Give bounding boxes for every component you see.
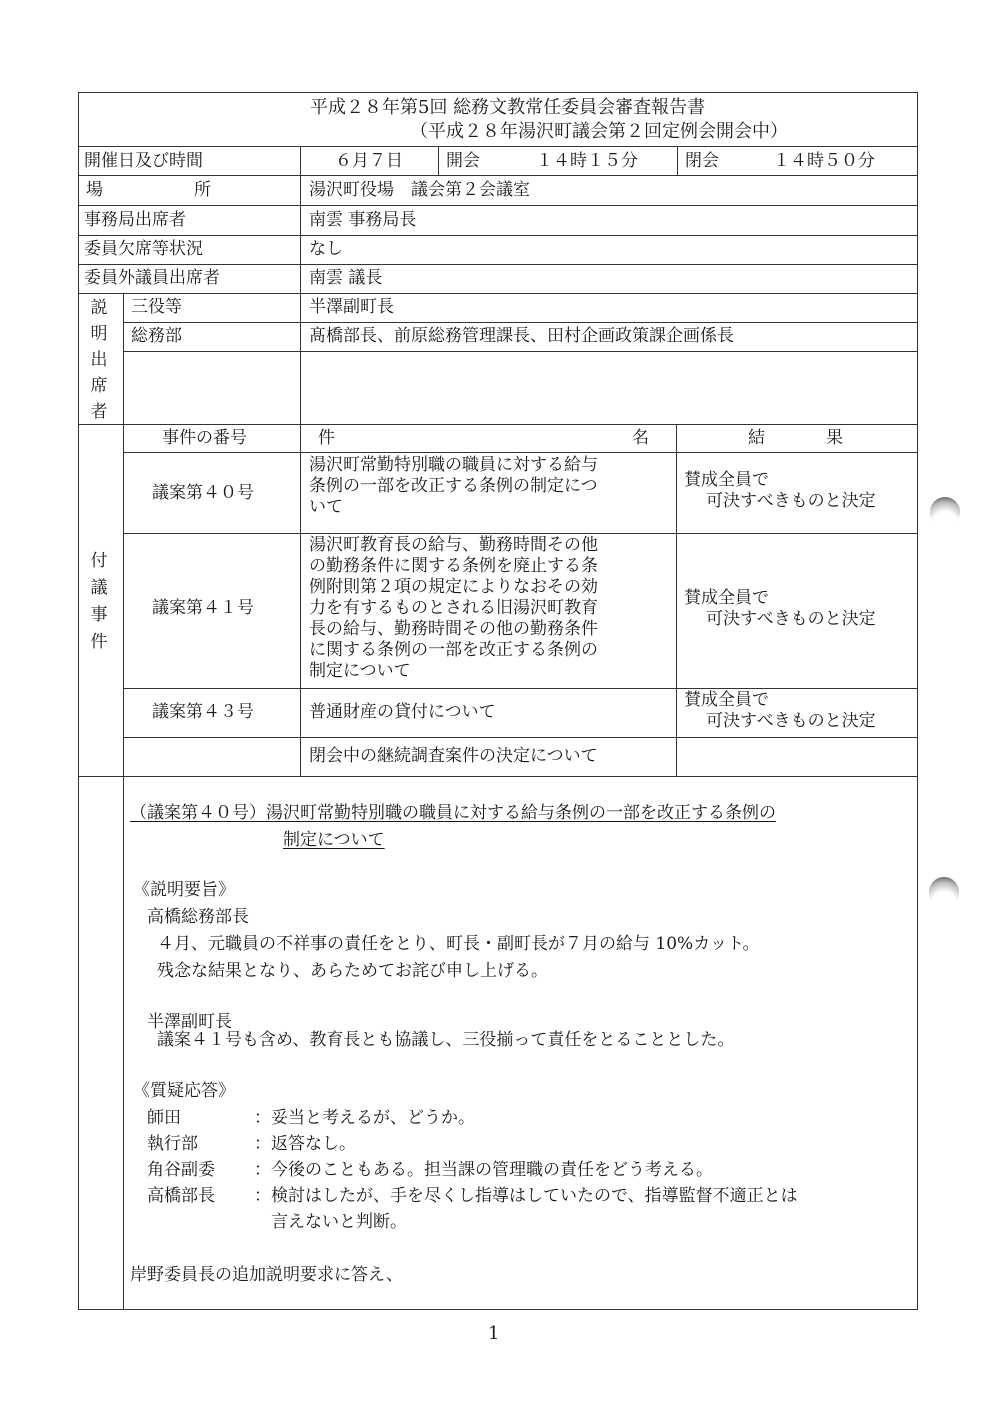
qa-speaker: 高橋部長: [147, 1186, 215, 1206]
col-divider: [123, 293, 124, 1310]
row-divider: [78, 424, 918, 425]
place-value: 湯沢町役場 議会第２会議室: [309, 180, 530, 200]
header-result-2: 果: [826, 428, 843, 448]
date-label: 開催日及び時間: [84, 151, 203, 171]
row-divider: [78, 776, 918, 777]
place-label-2: 所: [194, 180, 211, 200]
speaker-statement: 残念な結果となり、あらためてお詫び申し上げる。: [157, 961, 548, 981]
row-divider: [78, 293, 918, 294]
place-label-1: 場: [86, 180, 103, 200]
agenda-item-number: 議案第４１号: [152, 598, 254, 618]
report-title: 平成２８年第5回 総務文教常任委員会審査報告書: [310, 97, 706, 118]
agenda-item-number: 議案第４０号: [152, 483, 254, 503]
page-number: 1: [488, 1323, 500, 1344]
agenda-item-name: 普通財産の貸付について: [309, 702, 496, 722]
speaker-name: 半澤副町長: [147, 1012, 232, 1032]
row-divider: [123, 351, 918, 352]
qa-speaker: 執行部: [147, 1134, 198, 1154]
agenda-label: 付 議 事 件: [90, 551, 108, 652]
table-border-left: [78, 92, 79, 1310]
qa-header: 《質疑応答》: [133, 1081, 235, 1101]
header-result-1: 結: [748, 428, 765, 448]
punch-hole-mark: [929, 877, 959, 907]
qa-text-cont: 言えないと判断。: [271, 1212, 407, 1232]
agenda-item-result: 賛成全員で 可決すべきものと決定: [684, 690, 876, 731]
report-subtitle: （平成２８年湯沢町議会第２回定例会開会中）: [410, 121, 788, 142]
secretariat-value: 南雲 事務局長: [309, 210, 417, 230]
col-divider: [300, 146, 301, 776]
punch-hole-mark: [930, 497, 960, 527]
explainers-label: 説 明 出 席 者: [90, 298, 108, 422]
qa-text: ：検討はしたが、手を尽くし指導はしていたので、指導監督不適正とは: [254, 1186, 798, 1206]
col-divider: [677, 146, 678, 175]
explainer-names: 髙橋部長、前原総務管理課長、田村企画政策課企画係長: [309, 326, 734, 346]
row-divider: [78, 205, 918, 206]
agenda-item-name: 閉会中の継続調査案件の決定について: [309, 746, 598, 766]
row-divider: [123, 452, 918, 453]
header-number: 事件の番号: [162, 428, 247, 448]
agenda-item-name: 湯沢町常勤特別職の職員に対する給与 条例の一部を改正する条例の制定につ いて: [309, 455, 598, 517]
open-time: １４時１５分: [536, 151, 638, 171]
body-heading: （議案第４０号）湯沢町常勤特別職の職員に対する給与条例の一部を改正する条例の: [130, 803, 776, 823]
qa-speaker: 角谷副委: [147, 1160, 215, 1180]
explainer-names: 半澤副町長: [309, 297, 394, 317]
row-divider: [78, 235, 918, 236]
explainer-category: 三役等: [131, 297, 182, 317]
row-divider: [78, 175, 918, 176]
agenda-item-number: 議案第４３号: [152, 702, 254, 722]
closing-text: 岸野委員長の追加説明要求に答え、: [130, 1265, 404, 1285]
absence-label: 委員欠席等状況: [84, 239, 203, 259]
speaker-statement: ４月、元職員の不祥事の責任をとり、町長・副町長が７月の給与 10%カット。: [157, 934, 760, 954]
col-divider: [676, 424, 677, 776]
body-heading-cont: 制定について: [283, 830, 385, 850]
qa-speaker: 師田: [147, 1108, 181, 1128]
row-divider: [78, 146, 918, 147]
table-border-top: [78, 92, 918, 93]
row-divider: [123, 737, 918, 738]
qa-text: ：妥当と考えるが、どうか。: [254, 1108, 475, 1128]
explanation-header: 《説明要旨》: [133, 880, 235, 900]
agenda-item-name: 湯沢町教育長の給与、勤務時間その他 の勤務条件に関する条例を廃止する条 例附則第２項の規定によりなおその効 力を有するものとされる旧湯沢町教育 長の給与、勤務時間その他の勤務条件 に関する条例の一部を改正する条例の 制定について: [309, 535, 598, 681]
close-label: 閉会: [685, 151, 719, 171]
qa-text: ：返答なし。: [254, 1134, 356, 1154]
open-label: 開会: [446, 151, 480, 171]
speaker-statement: 議案４１号も含め、教育長とも協議し、三役揃って責任をとることとした。: [157, 1030, 735, 1050]
non-member-value: 南雲 議長: [309, 268, 383, 288]
qa-text: ：今後のこともある。担当課の管理職の責任をどう考える。: [254, 1160, 713, 1180]
row-divider: [123, 322, 918, 323]
non-member-label: 委員外議員出席者: [84, 268, 220, 288]
agenda-item-result: 賛成全員で 可決すべきものと決定: [684, 470, 876, 511]
absence-value: なし: [309, 239, 343, 259]
explainer-category: 総務部: [131, 326, 182, 346]
header-name-2: 名: [632, 428, 649, 448]
table-border-bottom: [78, 1309, 918, 1310]
speaker-name: 高橋総務部長: [147, 907, 249, 927]
row-divider: [123, 533, 918, 534]
header-name-1: 件: [318, 428, 335, 448]
meeting-date: ６月７日: [335, 151, 403, 171]
close-time: １４時５０分: [773, 151, 875, 171]
table-border-right: [917, 92, 918, 1310]
col-divider: [438, 146, 439, 175]
secretariat-label: 事務局出席者: [84, 210, 186, 230]
agenda-item-result: 賛成全員で 可決すべきものと決定: [684, 588, 876, 629]
row-divider: [123, 688, 918, 689]
row-divider: [78, 264, 918, 265]
